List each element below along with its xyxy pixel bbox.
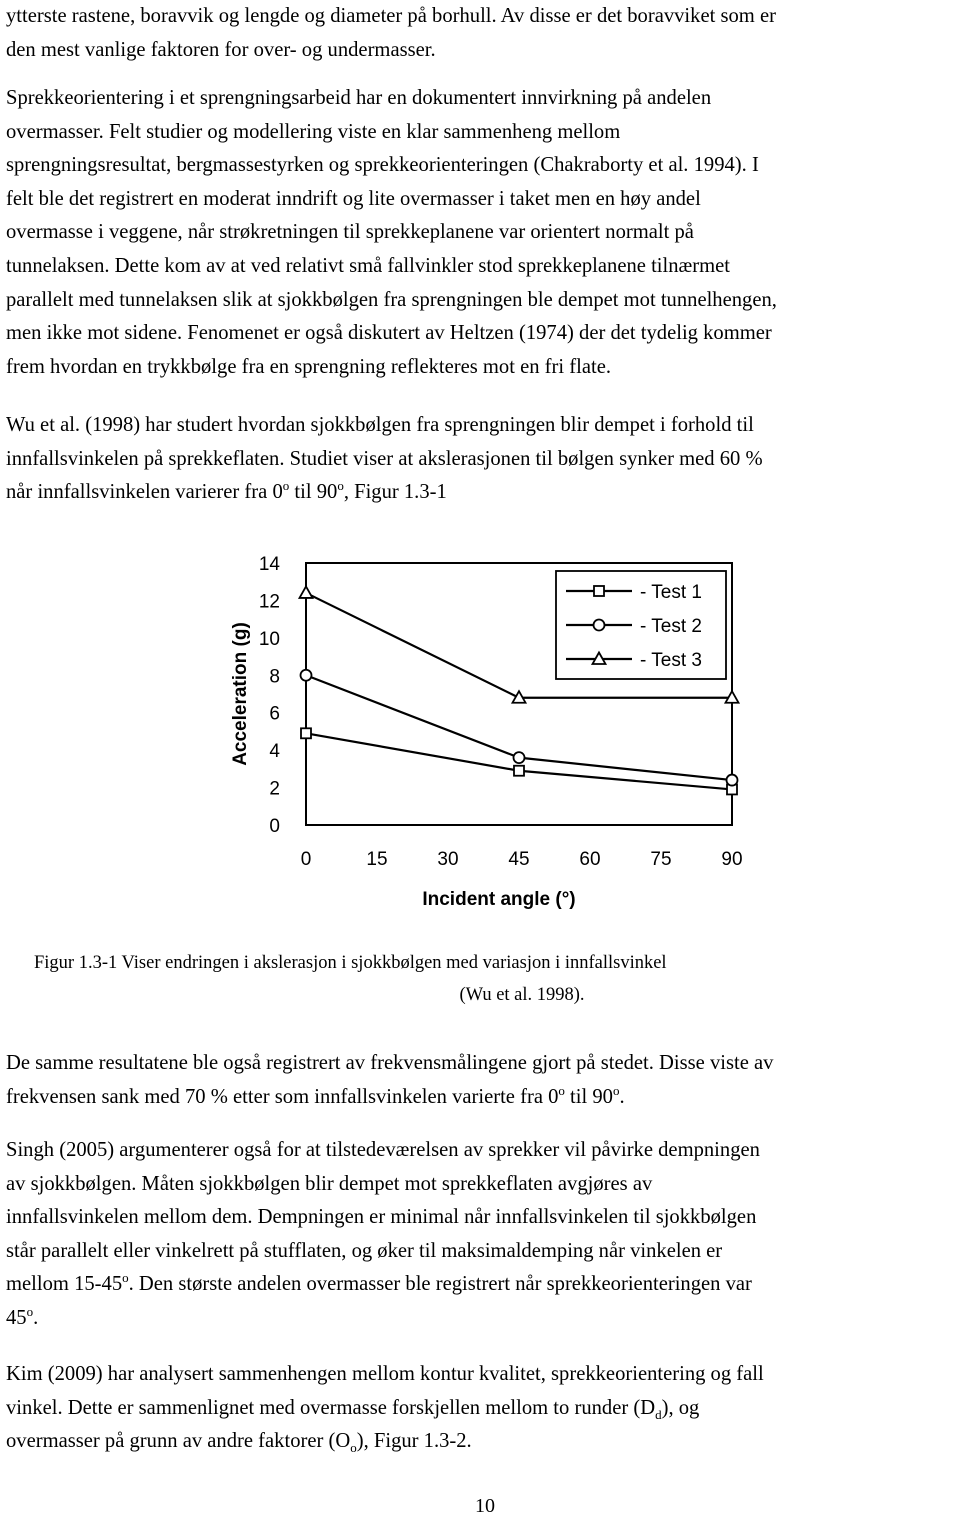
text-line: av sjokkbølgen. Måten sjokkbølgen blir dempet mot sprekkeflaten avgjøres av xyxy=(6,1172,653,1195)
text-line: Singh (2005) argumenterer også for at tilstedeværelsen av sprekker vil påvirke dempningen xyxy=(6,1139,760,1161)
text-line: når innfallsvinkelen varierer fra 0$^o$ til 90$^o$, Figur 1.3-1 xyxy=(6,478,447,504)
text-line: frem hvordan en trykkbølge fra en sprengning reflekteres mot en fri flate. xyxy=(6,355,611,378)
legend-marker-2 xyxy=(594,620,605,631)
figure-caption: Figur 1.3-1 Viser endringen i akslerasjon i sjokkbølgen med variasjon i innfallsvinkel xyxy=(34,953,667,973)
text-line: mellom 15-45$^o$. Den største andelen overmasser ble registrert når sprekkeorienteringen var xyxy=(6,1270,752,1296)
text-line: ytterste rastene, boravvik og lengde og diameter på borhull. Av disse er det boravviket som er xyxy=(6,5,776,27)
y-tick-label: 12 xyxy=(258,591,280,613)
y-tick-label: 0 xyxy=(269,816,280,837)
text-line: men ikke mot sidene. Fenomenet er også diskutert av Heltzen (1974) der det tydelig kommer xyxy=(6,322,772,345)
x-tick-label: 15 xyxy=(366,849,388,870)
x-tick-label: 90 xyxy=(721,849,743,870)
data-point-test-1 xyxy=(301,728,311,738)
legend-label: - Test 3 xyxy=(640,650,702,671)
paragraph-kim xyxy=(6,1358,954,1459)
data-point-test-2 xyxy=(301,670,312,681)
acceleration-chart xyxy=(222,545,762,920)
text-line: står parallelt eller vinkelrett på stufflaten, og øker til maksimaldemping når vinkelen er xyxy=(6,1239,723,1262)
text-line: felt ble det registrert en moderat inndrift og lite overmasser i taket men en høy andel xyxy=(6,187,701,210)
data-point-test-1 xyxy=(514,766,524,776)
y-tick-label: 4 xyxy=(269,741,280,763)
x-tick-label: 60 xyxy=(579,849,601,870)
text-line: Kim (2009) har analysert sammenhengen mellom kontur kvalitet, sprekkeorientering og fall xyxy=(6,1363,764,1385)
text-line: Wu et al. (1998) har studert hvordan sjokkbølgen fra sprengningen blir dempet i forhold til xyxy=(6,414,754,436)
text-line: sprengningsresultat, bergmassestyrken og sprekkeorienteringen (Chakraborty et al. 1994). I xyxy=(6,154,759,177)
text-line: tunnelaksen. Dette kom av at ved relativt små fallvinkler stod sprekkeplanene tilnærmet xyxy=(6,254,730,277)
text-line: Sprekkeorientering i et sprengningsarbeid har en dokumentert innvirkning på andelen xyxy=(6,87,712,109)
chart-svg xyxy=(222,545,762,915)
text-line: den mest vanlige faktoren for over- og undermasser. xyxy=(6,38,436,61)
page-number: 10 xyxy=(475,1495,495,1517)
data-point-test-2 xyxy=(514,752,525,763)
text-line: parallelt med tunnelaksen slik at sjokkbølgen fra sprengningen ble dempet mot tunnelhengen, xyxy=(6,288,777,311)
text-line: De samme resultatene ble også registrert av frekvensmålingene gjort på stedet. Disse viste av xyxy=(6,1052,774,1074)
text-line: innfallsvinkelen på sprekkeflaten. Studiet viser at akslerasjonen til bølgen synker med 60 % xyxy=(6,447,763,470)
text-line: frekvensen sank med 70 % etter som innfallsvinkelen varierte fra 0$^o$ til 90$^o$. xyxy=(6,1082,625,1108)
legend-label: - Test 1 xyxy=(640,582,702,603)
paragraph-drill-deviation xyxy=(6,0,954,67)
y-tick-label: 6 xyxy=(269,703,280,725)
x-tick-label: 30 xyxy=(437,849,459,870)
data-point-test-2 xyxy=(727,775,738,786)
figure-caption-source: (Wu et al. 1998). xyxy=(459,985,585,1005)
y-tick-label: 10 xyxy=(258,628,280,650)
y-axis-label: Acceleration (g) xyxy=(230,622,251,766)
paragraph-joint-orientation xyxy=(6,82,954,384)
y-tick-label: 2 xyxy=(269,778,280,800)
text-line: vinkel. Dette er sammenlignet med overmasse forskjellen mellom to runder $(D_d)$, og xyxy=(6,1396,700,1422)
legend-marker-1 xyxy=(594,586,604,596)
data-point-test-3 xyxy=(300,586,313,598)
y-tick-label: 8 xyxy=(269,666,280,688)
y-tick-label: 14 xyxy=(258,554,280,575)
text-line: innfallsvinkelen mellom dem. Dempningen er minimal når innfallsvinkelen til sjokkbølgen xyxy=(6,1206,757,1229)
x-axis-label: Incident angle (°) xyxy=(422,889,576,910)
text-line: overmasser på grunn av andre faktorer $(O_o)$, Figur 1.3-2. xyxy=(6,1430,472,1456)
text-line: overmasser. Felt studier og modellering viste en klar sammenheng mellom xyxy=(6,120,621,143)
paragraph-singh xyxy=(6,1134,954,1336)
text-line: overmasse i veggene, når strøkretningen til sprekkeplanene var orientert normalt på xyxy=(6,221,694,244)
x-tick-label: 45 xyxy=(508,849,530,870)
x-tick-label: 75 xyxy=(650,849,672,870)
x-tick-label: 0 xyxy=(300,849,312,870)
text-line: 45$^o$. xyxy=(6,1304,39,1329)
legend-label: - Test 2 xyxy=(640,616,702,637)
paragraph-frequency xyxy=(6,1047,954,1114)
paragraph-wu-study xyxy=(6,409,954,510)
